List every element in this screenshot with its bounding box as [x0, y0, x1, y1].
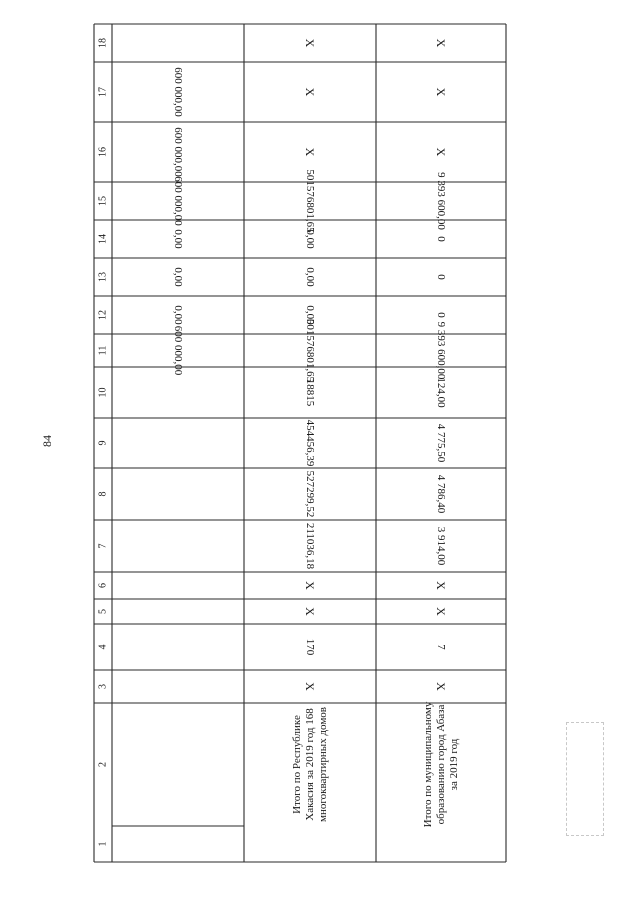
table-cell: 0,00 [304, 229, 316, 249]
cross-mark: X [303, 38, 317, 48]
cross-mark: X [434, 147, 448, 157]
table-cell: 124,00 [435, 377, 447, 408]
row-label-line: Хакасия за 2019 год 168 [304, 708, 316, 821]
column-number: 18 [97, 38, 109, 48]
column-number: 7 [97, 543, 109, 549]
page-number: 84 [40, 435, 54, 447]
row-label-line: многоквартирных домов [317, 707, 329, 822]
table-cell: 7 [435, 644, 447, 650]
table-cell: 4 775,50 [435, 423, 447, 463]
table-cell: 3 914,00 [435, 526, 447, 566]
column-number: 14 [97, 234, 109, 244]
table-cell: 9 393 600,00 [435, 172, 447, 230]
table-cell: 4 786,40 [435, 474, 447, 514]
cross-mark: X [434, 87, 448, 97]
column-number: 5 [97, 609, 109, 614]
column-number: 10 [97, 387, 109, 398]
column-number: 8 [97, 491, 109, 497]
cross-mark: X [303, 147, 317, 157]
table-cell: 0,00 [304, 305, 316, 325]
column-number: 16 [97, 147, 109, 157]
table-cell: 600 000,00 [172, 67, 184, 117]
table-cell: 454456,39 [304, 419, 316, 467]
table-cell: 0,00 [172, 267, 184, 287]
table-cell: 18815 [304, 378, 316, 407]
cross-mark: X [303, 682, 317, 691]
stamp-mark [566, 722, 604, 836]
table-cell: 0 [435, 274, 447, 280]
column-number: 13 [97, 272, 109, 282]
row-label-line: за 2019 год [448, 738, 460, 791]
table-cell: 0,00 [172, 229, 184, 249]
cross-mark: X [303, 581, 317, 590]
row-label-line: Итого по Республике [291, 715, 303, 814]
table-cell: 501576801,65 [304, 169, 316, 233]
cross-mark: X [434, 38, 448, 48]
table-cell: 501576801,65 [304, 318, 316, 383]
row-label-total-republic [291, 707, 329, 822]
table-cell: 9 393 600,00 [435, 321, 447, 380]
column-number: 9 [97, 440, 109, 446]
column-number: 15 [97, 196, 109, 206]
cross-mark: X [303, 607, 317, 616]
column-number: 6 [97, 583, 109, 588]
cross-mark: X [434, 682, 448, 691]
column-number: 11 [97, 345, 109, 356]
table-cell: 600 000,00 [172, 176, 184, 226]
column-number: 12 [97, 310, 109, 320]
column-number: 3 [97, 684, 109, 689]
table-cell: 0,00 [304, 267, 316, 287]
cross-mark: X [303, 87, 317, 97]
table-cell: 600 000,00 [172, 325, 184, 376]
row-label-line: образованию город Абаза [435, 704, 447, 825]
table-cell: 170 [304, 638, 316, 656]
column-number: 2 [97, 762, 109, 767]
row-label-line: Итого по муниципальному [422, 701, 434, 828]
column-number: 4 [97, 644, 109, 650]
table-cell: 527299,52 [304, 470, 316, 518]
column-number: 17 [97, 87, 109, 97]
table-cell: 211036,18 [304, 522, 316, 570]
table-cell: 0,00 [172, 305, 184, 325]
cross-mark: X [434, 581, 448, 590]
table-cell: 0 [435, 236, 447, 242]
table-cell: 600 000,00 [172, 127, 184, 177]
table-cell: 0 [435, 312, 447, 318]
column-number: 1 [97, 841, 109, 847]
row-label-total-abaza [422, 701, 460, 827]
cross-mark: X [434, 607, 448, 616]
